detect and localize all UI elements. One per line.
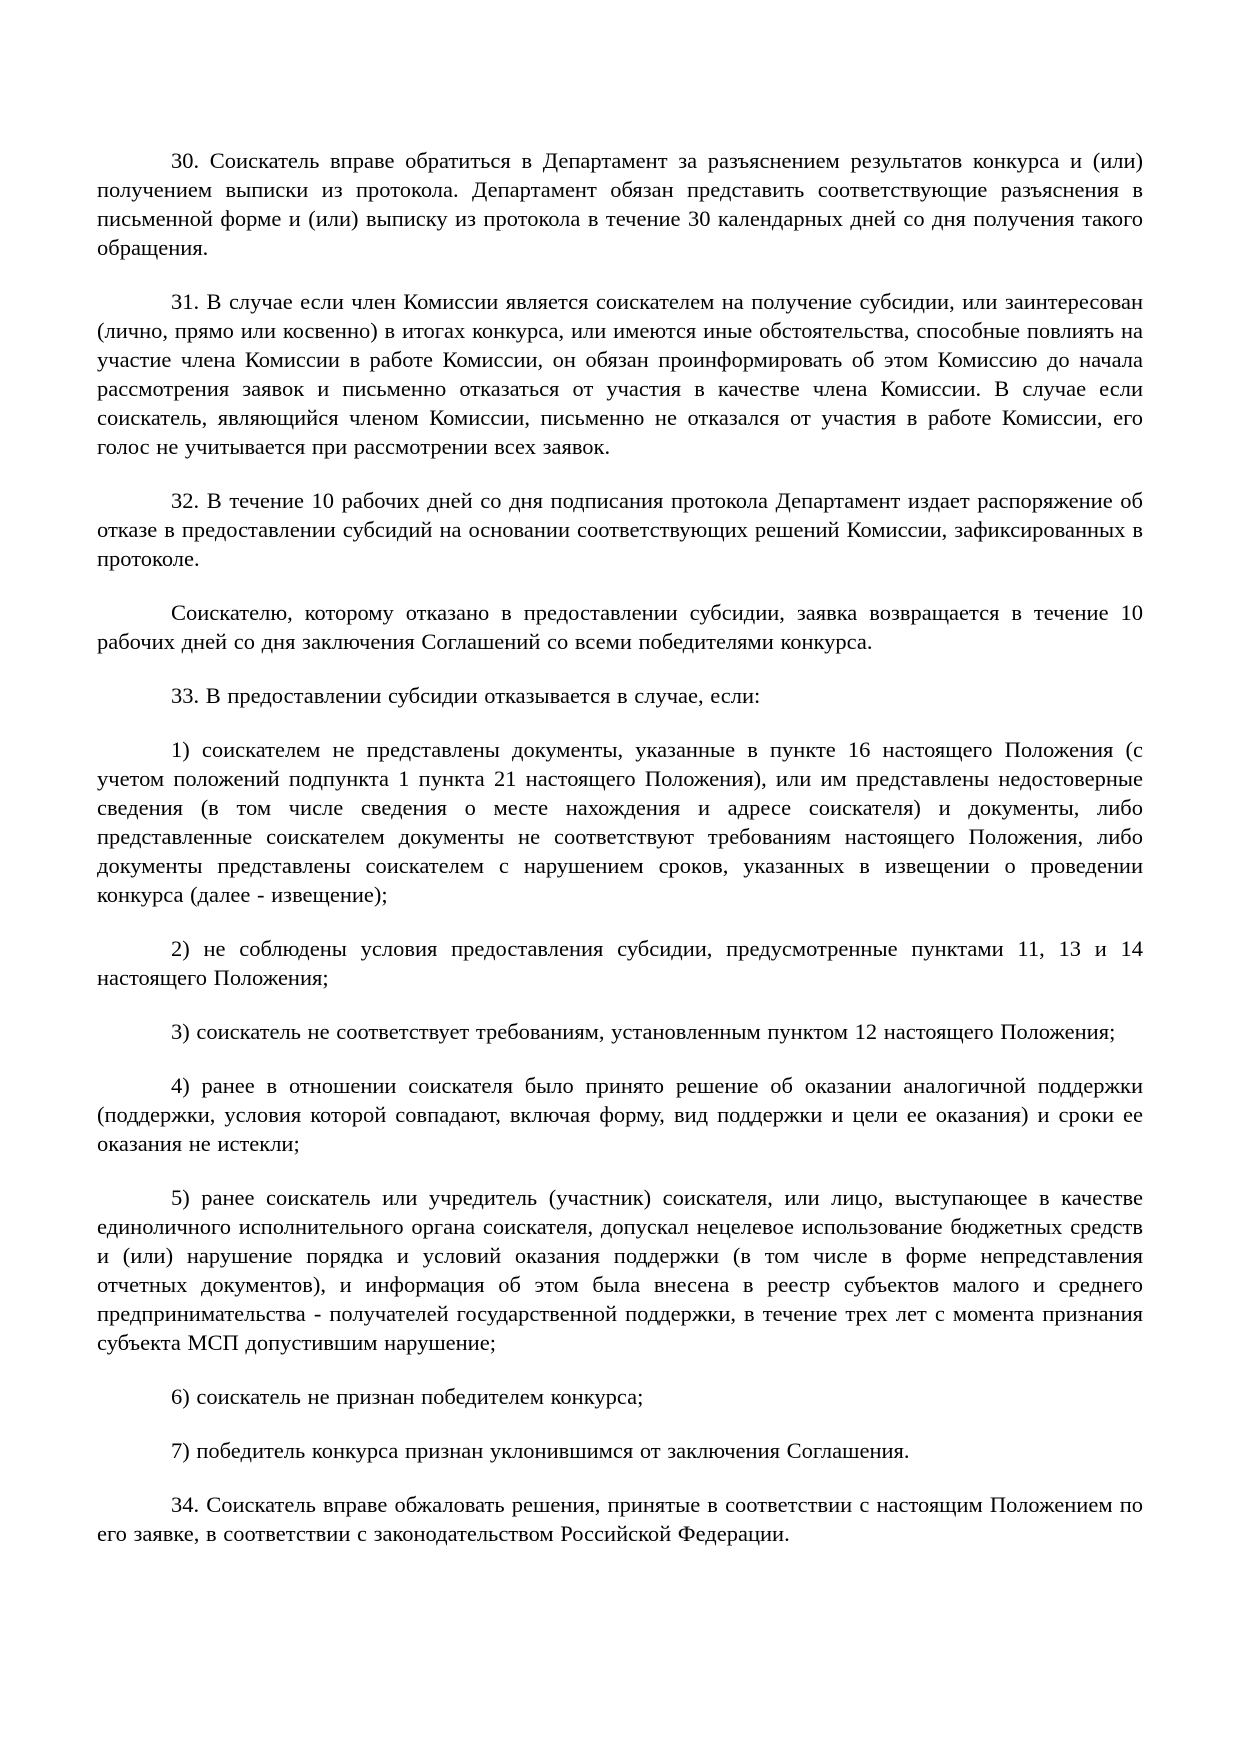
paragraph-34: 34. Соискатель вправе обжаловать решения, принятые в соответствии с настоящим Положением по его заявке, в соответствии с законодательством Российской Федерации. (97, 1492, 1143, 1546)
clause-2: 2) не соблюдены условия предоставления субсидии, предусмотренные пунктами 11, 13 и 14 настоящего Положения; (97, 936, 1143, 990)
paragraph-32-return-note: Соискателю, которому отказано в предоставлении субсидии, заявка возвращается в течение 10 рабочих дней со дня заключения Соглашений со всеми победителями конкурса. (97, 600, 1143, 654)
paragraph-33: 33. В предоставлении субсидии отказывается в случае, если: (171, 683, 761, 708)
paragraph-31: 31. В случае если член Комиссии является соискателем на получение субсидии, или заинтересован (лично, прямо или косвенно) в итогах конкурса, или имеются иные обстоятельства, способные повлиять на участие члена Комиссии в работе Комиссии, он обязан проинформировать об этом Комиссию до начала рассмотрения заявок и письменно отказаться от участия в качестве члена Комиссии. В случае если соискатель, являющийся членом Комиссии, письменно не отказался от участия в работе Комиссии, его голос не учитывается при рассмотрении всех заявок. (97, 289, 1143, 459)
clause-5: 5) ранее соискатель или учредитель (участник) соискателя, или лицо, выступающее в качестве единоличного исполнительного органа соискателя, допускал нецелевое использование бюджетных средств и (или) нарушение порядка и условий оказания поддержки (в том числе в форме непредставления отчетных документов), и информация об этом была внесена в реестр субъектов малого и среднего предпринимательства - получателей государственной поддержки, в течение трех лет с момента признания субъекта МСП допустившим нарушение; (97, 1185, 1143, 1355)
clause-3: 3) соискатель не соответствует требованиям, установленным пунктом 12 настоящего Положения; (171, 1019, 1116, 1044)
clause-6: 6) соискатель не признан победителем конкурса; (171, 1384, 644, 1409)
paragraph-32: 32. В течение 10 рабочих дней со дня подписания протокола Департамент издает распоряжение об отказе в предоставлении субсидий на основании соответствующих решений Комиссии, зафиксированных в протоколе. (97, 488, 1143, 571)
paragraph-30: 30. Соискатель вправе обратиться в Департамент за разъяснением результатов конкурса и (или) получением выписки из протокола. Департамент обязан представить соответствующие разъяснения в письменной форме и (или) выписку из протокола в течение 30 календарных дней со дня получения такого обращения. (97, 148, 1143, 260)
clause-4: 4) ранее в отношении соискателя было принято решение об оказании аналогичной поддержки (поддержки, условия которой совпадают, включая форму, вид поддержки и цели ее оказания) и сроки ее оказания не истекли; (97, 1073, 1143, 1156)
document-body (97, 146, 1143, 1573)
clause-1: 1) соискателем не представлены документы, указанные в пункте 16 настоящего Положения (с учетом положений подпункта 1 пункта 21 настоящего Положения), или им представлены недостоверные сведения (в том числе сведения о месте нахождения и адресе соискателя) и документы, либо представленные соискателем документы не соответствуют требованиям настоящего Положения, либо документы представлены соискателем с нарушением сроков, указанных в извещении о проведении конкурса (далее - извещение); (97, 737, 1143, 907)
clause-7: 7) победитель конкурса признан уклонившимся от заключения Соглашения. (171, 1438, 910, 1463)
